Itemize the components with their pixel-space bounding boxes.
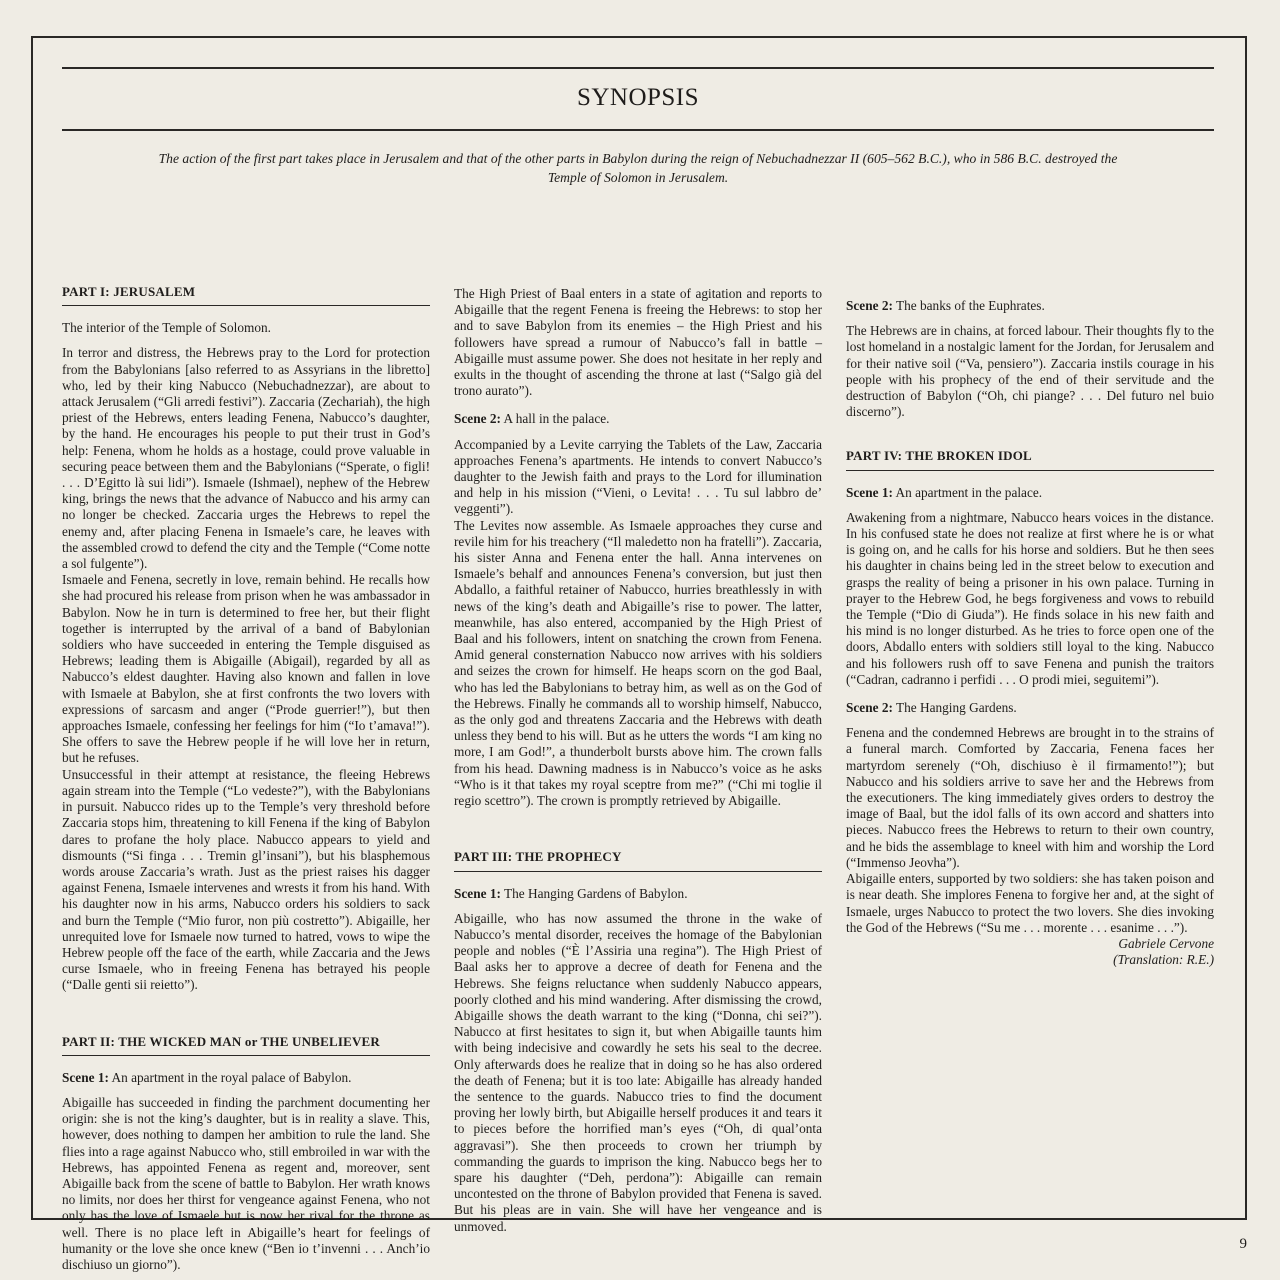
part3-paragraph: The Hebrews are in chains, at forced labour. Their thoughts fly to the lost homeland in a nostalgic lament for the Jordan, for Jerusalem and for their native soil (“Va, pensiero”). Zaccaria instils courage in his people with his prophecy of the end of their servitude and the destruction of Babylon (“Oh, chi piange? . . . Del futuro nel buio discerno”). — [846, 323, 1214, 420]
column-2 — [454, 286, 822, 1235]
part1-paragraph: Ismaele and Fenena, secretly in love, remain behind. He recalls how she had procured his release from prison when he was ambassador in Babylon. Now he in turn is determined to free her, but their flight together is interrupted by the arrival of a band of Babylonian soldiers who have succeeded in entering the Temple disguised as Hebrews; leading them is Abigaille (Abigail), regarded by all as Nabucco’s eldest daughter. Having also known and fallen in love with Ismaele at Babylon, she at first confronts the two lovers with expressions of sarcasm and anger (“Prode guerrier!”), but then approaches Ismaele, confessing her feelings for him (“Io t’amava!”). She offers to save the Hebrew people if he will love her in return, but he refuses. — [62, 572, 430, 766]
scene-label: Scene 2: — [846, 700, 893, 716]
part2-heading: PART II: THE WICKED MAN or THE UNBELIEVER — [62, 1034, 430, 1056]
part4-paragraph: Fenena and the condemned Hebrews are brought in to the strains of a funeral march. Comforted by Zaccaria, Fenena faces her martyrdom serenely (“Oh, dischiuso è il firmamento!”); but Nabucco and his soldiers arrive to save her and the Hebrews from the executioners. The king immediately gives orders to destroy the image of Baal, but the idol falls of its own accord and shatters into pieces. Nabucco frees the Hebrews to return to their own country, and he bids the assemblage to kneel with him and worship the Lord (“Immenso Jeovha”). — [846, 725, 1214, 870]
title-rule-bottom — [62, 129, 1214, 131]
part2-scene2 — [454, 411, 822, 427]
scene-label: Scene 2: — [454, 411, 501, 427]
scene-label: Scene 1: — [454, 885, 501, 901]
part2-paragraph: The High Priest of Baal enters in a state of agitation and reports to Abigaille that the regent Fenena is freeing the Hebrews: to stop her and to save Babylon from its enemies – the High Priest and his followers have spread a rumour of Nabucco’s fall in battle – Abigaille must assume power. She does not hesitate in her reply and exults in the thought of ascending the throne at last (“Salgo già del trono aurato”). — [454, 286, 822, 399]
scene-setting: The Hanging Gardens. — [896, 700, 1017, 716]
page-number: 9 — [1239, 1236, 1247, 1252]
part1-heading: PART I: JERUSALEM — [62, 284, 430, 306]
part1-paragraph: Unsuccessful in their attempt at resistance, the fleeing Hebrews again stream into the Temple (“Lo vedeste?”), with the Babylonians in pursuit. Nabucco rides up to the Temple’s very threshold before Zaccaria stops him, threatening to kill Fenena if the king of Babylon dares to profane the holy place. Nabucco appears to yield and dismounts (“Si finga . . . Tremin gl’insani”), but his blasphemous words arouse Zaccaria’s wrath. Just as the priest raises his dagger against Fenena, Ismaele intervenes and wrests it from his hand. With his daughter now in his arms, Nabucco orders his soldiers to sack and burn the Temple (“Mio furor, non più costretto”). Abigaille, her unrequited love for Ismaele now turned to hatred, vows to wipe the Hebrew people off the face of the earth, while Zaccaria and the Jews curse Ismaele, who in freeing Fenena has betrayed his people (“Dalle genti sii reietto”). — [62, 766, 430, 993]
scene-setting: A hall in the palace. — [503, 411, 610, 427]
part1-paragraph: In terror and distress, the Hebrews pray to the Lord for protection from the Babylonians [also referred to as Assyrians in the libretto] who, led by their king Nabucco (Nebuchadnezzar), are about to attack Jerusalem (“Gli arredi festivi”). Zaccaria (Zechariah), the high priest of the Hebrews, enters leading Fenena, Nabucco’s daughter, by the hand. He encourages his people to put their trust in God’s help: Fenena, whom he holds as a hostage, could prove valuable in securing peace between them and the Babylonians (“Sperate, o figli! . . . D’Egitto là sui lidi”). Ismaele (Ishmael), nephew of the Hebrew king, brings the news that the advance of Nabucco and his army can no longer be checked. Zaccaria urges the Hebrews to repel the enemy and, after placing Fenena in Ismaele’s care, he leaves with the assembled crowd to defend the city and the Temple (“Come notte a sol fulgente”). — [62, 345, 430, 572]
scene-setting: The Hanging Gardens of Babylon. — [504, 885, 688, 901]
column-1 — [62, 284, 430, 1273]
scene-setting: An apartment in the royal palace of Babylon. — [111, 1069, 352, 1085]
part4-heading: PART IV: THE BROKEN IDOL — [846, 448, 1214, 470]
part3-scene2 — [846, 298, 1214, 314]
scene-label: Scene 1: — [846, 484, 893, 500]
part4-scene1 — [846, 485, 1214, 501]
translation-credit: (Translation: R.E.) — [1113, 952, 1214, 968]
part2-paragraph: The Levites now assemble. As Ismaele approaches they curse and revile him for his treachery (“Il maledetto non ha fratelli”). Zaccaria, his sister Anna and Fenena enter the hall. Anna intervenes on Ismaele’s behalf and announces Fenena’s conversion, but just then Abdallo, a faithful retainer of Nabucco, hurries breathlessly in with news of the king’s death and Abigaille’s rise to power. The latter, meanwhile, has also entered, accompanied by the High Priest of Baal and his followers, intent on snatching the crown from Fenena. Amid general consternation Nabucco now arrives with his soldiers and seizes the crown for himself. He heaps scorn on the god Baal, who has led the Babylonians to betray him, as well as on the God of the Hebrews. Finally he commands all to worship himself, Nabucco, as the only god and threatens Zaccaria and the Hebrews with death unless they bend to his will. But as he utters the words “I am king no more, I am God!”, a thunderbolt bursts above him. The crown falls from his head. Dawning madness is in Nabucco’s voice as he asks “Who is it that takes my royal sceptre from me?” (“Chi mi toglie il regio scettro”). The crown is promptly retrieved by Abigaille. — [454, 517, 822, 809]
part4-scene2 — [846, 700, 1214, 716]
page-title: SYNOPSIS — [576, 84, 700, 111]
scene-setting: The banks of the Euphrates. — [896, 298, 1045, 313]
part3-heading: PART III: THE PROPHECY — [454, 849, 822, 871]
author-credit: Gabriele Cervone — [1118, 935, 1214, 951]
part4-paragraph: Abigaille enters, supported by two soldiers: she has taken poison and is near death. She implores Fenena to forgive her and, at the sight of Ismaele, urges Nabucco to protect the two lovers. She dies invoking the God of the Hebrews (“Su me . . . morente . . . esanime . . .”). — [846, 871, 1214, 935]
title-rule-top — [62, 67, 1214, 69]
part3-paragraph: Abigaille, who has now assumed the throne in the wake of Nabucco’s mental disorder, receives the homage of the Babylonian people and nobles (“È l’Assiria una regina”). The High Priest of Baal asks her to approve a decree of death for Fenena and the Hebrews. She feigns reluctance when suddenly Nabucco appears, poorly clothed and his mind wandering. After dismissing the crowd, Abigaille shows the death warrant to the king (“Donna, chi sei?”). Nabucco at first hesitates to sign it, but when Abigaille taunts him with being indecisive and cowardly he sets his seal to the decree. Only afterwards does he realize that in doing so he has also ordered the death of Fenena; but it is too late: Abigaille has already handed the sentence to the guards. Nabucco tries to find the document proving her lowly birth, but Abigaille herself produces it and tears it to pieces before the horrified man’s eyes (“Oh, di qual’onta aggravasi”). She then proceeds to crown her triumph by commanding the guards to imprison the king. Nabucco begs her to spare his daughter (“Deh, perdona”): Abigaille can remain uncontested on the throne of Babylon provided that Fenena is saved. But his pleas are in vain. She will have her vengeance and is unmoved. — [454, 910, 822, 1234]
scene-setting: An apartment in the palace. — [895, 484, 1043, 500]
intro-text: The action of the first part takes place in Jerusalem and that of the other parts in Babylon during the reign of Nebuchadnezzar II (605–562 B.C.), who in 586 B.C. destroyed the Temple of Solomon in Jerusalem. — [158, 151, 1118, 185]
part2-paragraph: Accompanied by a Levite carrying the Tablets of the Law, Zaccaria approaches Fenena’s apartments. He intends to convert Nabucco’s daughter to the Jewish faith and prays to the Lord for illumination and help in his mission (“Vieni, o Levita! . . . Tu sul labbro de’ veggenti”). — [454, 436, 822, 517]
scene-label: Scene 1: — [62, 1069, 109, 1085]
part2-paragraph: Abigaille has succeeded in finding the parchment documenting her origin: she is not the king’s daughter, but is in reality a slave. This, however, does nothing to dampen her ambition to rule the land. She flies into a rage against Nabucco who, still embroiled in war with the Hebrews, has appointed Fenena as regent and, moreover, sent Abigaille back from the scene of battle to Babylon. Her wrath knows no limits, nor does her thirst for vengeance against Fenena, who not only has the love of Ismaele but is now her rival for the throne as well. There is no place left in Abigaille’s heart for feelings of humanity or the love she once knew (“Ben io t’invenni . . . Anch’io dischiuso un giorno”). — [62, 1094, 430, 1272]
column-3 — [846, 286, 1214, 968]
scene-label: Scene 2: — [846, 298, 893, 313]
part3-scene1 — [454, 886, 822, 902]
part4-paragraph: Awakening from a nightmare, Nabucco hears voices in the distance. In his confused state he does not realize at first where he is or what is going on, and he calls for his horse and soldiers. But he then sees his daughter in chains being led in the street below to execution and grasps the reality of being a prisoner in his own palace. Turning in prayer to the Hebrew God, he begs forgiveness and vows to rebuild the Temple (“Dio di Giuda”). He finds solace in his new faith and his mind is no longer disturbed. As he tries to force open one of the doors, Abdallo enters with soldiers still loyal to the king. Nabucco and his followers rush off to save Fenena and punish the traitors (“Cadran, cadranno i perfidi . . . O prodi miei, seguitemi”). — [846, 509, 1214, 687]
part2-scene1 — [62, 1070, 430, 1086]
part1-setting: The interior of the Temple of Solomon. — [62, 320, 271, 336]
